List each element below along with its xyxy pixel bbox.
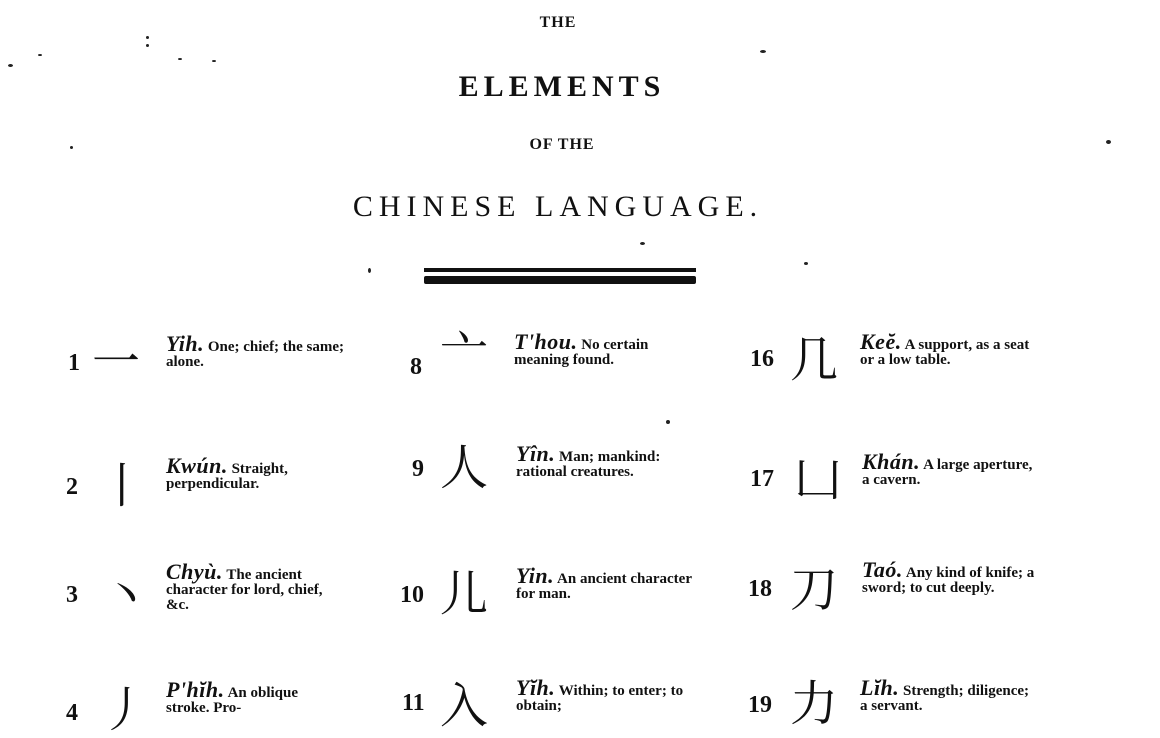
title-chinese-language: CHINESE LANGUAGE. (352, 190, 764, 223)
entry-text (862, 449, 1042, 488)
entry-definition: A support, as a seat or a low table. (860, 337, 1030, 368)
scan-speck (70, 146, 73, 149)
entry-number: 9 (412, 456, 424, 482)
scan-speck (178, 58, 182, 60)
scan-speck (666, 420, 670, 424)
scan-speck (1106, 140, 1111, 144)
character-glyph: 一 (92, 334, 141, 390)
entry-text (860, 675, 1040, 714)
character-glyph: 几 (790, 332, 839, 388)
scan-speck (8, 64, 13, 67)
entry-number: 1 (68, 350, 80, 376)
entry-text (514, 329, 690, 368)
entry-word: Yih. (166, 331, 205, 356)
scan-speck (804, 262, 808, 265)
entry-number: 16 (750, 346, 774, 372)
entry-text (862, 557, 1042, 596)
entry-number: 18 (748, 576, 772, 602)
entry-word: Yĭh. (516, 675, 556, 700)
entry-word: P'hĭh. (166, 677, 225, 702)
character-glyph: 力 (790, 676, 839, 732)
scan-speck (146, 44, 149, 47)
entry-number: 19 (748, 692, 772, 718)
title-the: THE (539, 14, 577, 31)
character-glyph: 入 (440, 678, 489, 734)
character-glyph: 丶 (102, 568, 151, 624)
entry-number: 3 (66, 582, 78, 608)
entry-text (860, 329, 1040, 368)
scan-speck (368, 268, 371, 273)
entry-word: Taó. (862, 557, 903, 582)
entry-number: 11 (402, 690, 425, 716)
entry-definition: Man; mankind: rational creatures. (516, 449, 661, 480)
entry-number: 8 (410, 354, 422, 380)
scan-speck (146, 36, 149, 39)
entry-definition: Strength; diligence; a servant. (860, 683, 1030, 714)
entry-definition: Straight, perpendicular. (166, 461, 288, 492)
character-glyph: 丿 (100, 682, 149, 738)
double-rule-bottom (424, 276, 696, 284)
scan-speck (212, 60, 216, 62)
entry-word: Yin. (516, 563, 555, 588)
entry-definition: Within; to enter; to obtain; (516, 683, 684, 714)
character-glyph: 儿 (440, 566, 489, 622)
entry-word: Kwún. (166, 453, 228, 478)
character-glyph: 丨 (98, 458, 147, 514)
entry-word: Khán. (862, 449, 921, 474)
scan-speck (38, 54, 42, 56)
entry-text (516, 441, 692, 480)
scan-speck (760, 50, 766, 53)
character-glyph: 刀 (790, 562, 839, 618)
scan-speck (640, 242, 645, 245)
entry-number: 10 (400, 582, 424, 608)
entry-number: 4 (66, 700, 78, 726)
entry-text (166, 453, 346, 492)
entry-definition: No certain meaning found. (514, 337, 649, 368)
title-of-the: OF THE (529, 136, 595, 153)
entry-word: Keĕ. (860, 329, 902, 354)
double-rule-top (424, 268, 696, 272)
character-glyph: 人 (440, 440, 489, 496)
entry-definition: An ancient character for man. (516, 571, 692, 602)
entry-definition: Any kind of knife; a sword; to cut deeply. (862, 565, 1035, 596)
entry-definition: One; chief; the same; alone. (166, 339, 345, 370)
entry-text (166, 559, 342, 613)
entry-number: 2 (66, 474, 78, 500)
entry-number: 17 (750, 466, 774, 492)
character-glyph: 凵 (794, 452, 843, 508)
entry-text (166, 677, 342, 716)
entry-definition: The ancient character for lord, chief, &c. (166, 567, 323, 613)
entry-text (166, 331, 346, 370)
entry-word: Chyù. (166, 559, 223, 584)
entry-word: Lĭh. (860, 675, 900, 700)
entry-word: Yîn. (516, 441, 556, 466)
entry-definition: An oblique stroke. Pro- (166, 685, 299, 716)
entry-text (516, 675, 692, 714)
entry-word: T'hou. (514, 329, 578, 354)
entry-definition: A large aperture, a cavern. (862, 457, 1033, 488)
entry-text (516, 563, 692, 602)
character-glyph: 亠 (440, 326, 489, 382)
title-elements: ELEMENTS (458, 70, 666, 103)
